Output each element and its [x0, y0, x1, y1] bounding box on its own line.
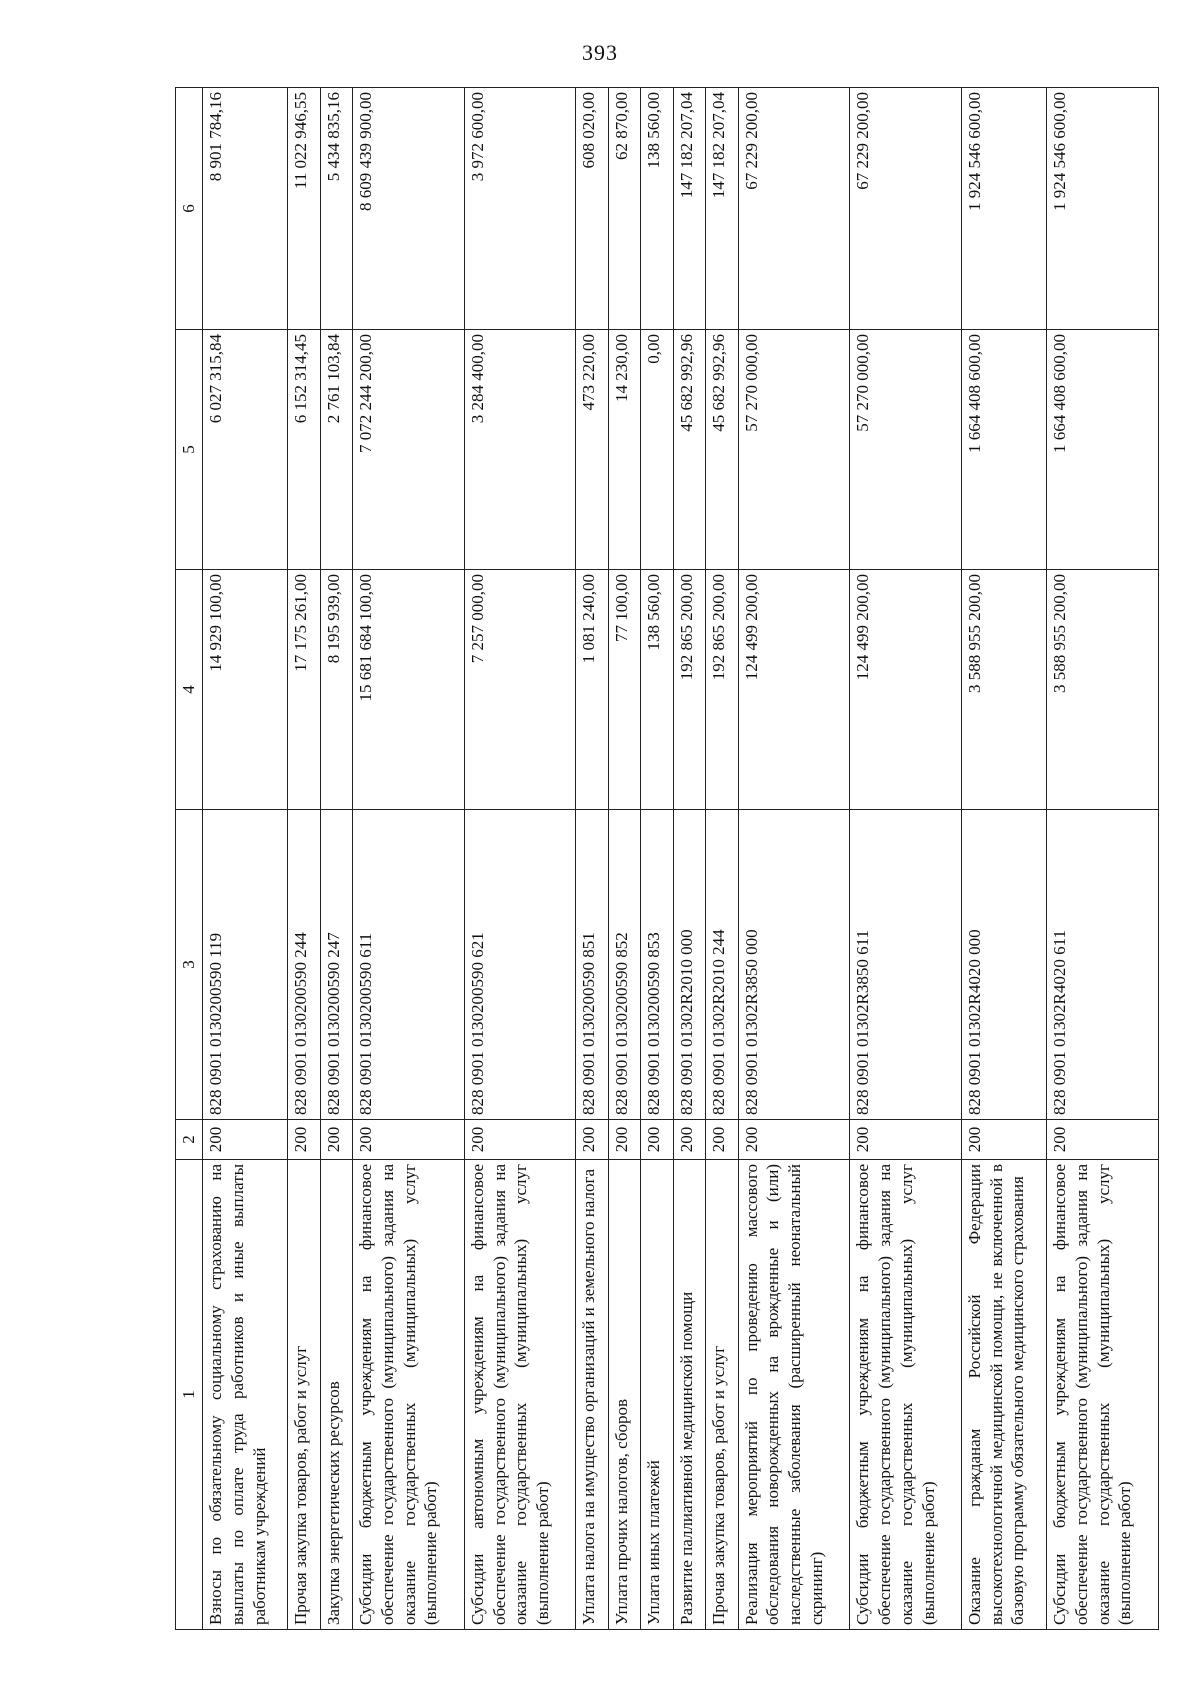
row-classification-cell: 828 0901 01302R4020 000 [961, 810, 1046, 1120]
row-classification-cell: 828 0901 01302R2010 000 [673, 810, 705, 1120]
row-code-cell: 200 [738, 1120, 850, 1160]
row-code-cell: 200 [608, 1120, 640, 1160]
row-classification-cell: 828 0901 01302R3850 000 [738, 810, 850, 1120]
row-code-cell: 200 [850, 1120, 962, 1160]
row-plan-cell: 124 499 200,00 [850, 570, 962, 810]
row-plan-cell: 77 100,00 [608, 570, 640, 810]
table-row [641, 88, 673, 1630]
row-classification-cell: 828 0901 0130200590 611 [353, 810, 465, 1120]
table-row [320, 88, 352, 1630]
table-row [464, 88, 576, 1630]
row-classification-cell: 828 0901 0130200590 621 [464, 810, 576, 1120]
row-executed-cell: 3 284 400,00 [464, 330, 576, 570]
row-name-cell: Оказание гражданам Российской Федерации высокотехнологичной медицинской помощи, не включенной в базовую программу обязательного медицинского страхования [961, 1160, 1046, 1630]
row-executed-cell: 6 152 314,45 [288, 330, 320, 570]
row-name-cell: Уплата прочих налогов, сборов [608, 1160, 640, 1630]
row-executed-cell: 57 270 000,00 [850, 330, 962, 570]
table-row [738, 88, 850, 1630]
table-row [850, 88, 962, 1630]
rotated-table-container [175, 88, 1159, 1630]
row-remaining-cell: 147 182 207,04 [673, 88, 705, 330]
row-name-cell: Субсидии бюджетным учреждениям на финансовое обеспечение государственного (муниципального) задания на оказание государственных (муниципальных) услуг (выполнение работ) [850, 1160, 962, 1630]
row-remaining-cell: 8 901 784,16 [203, 88, 288, 330]
row-remaining-cell: 62 870,00 [608, 88, 640, 330]
table-row [608, 88, 640, 1630]
row-code-cell: 200 [320, 1120, 352, 1160]
row-remaining-cell: 3 972 600,00 [464, 88, 576, 330]
row-plan-cell: 14 929 100,00 [203, 570, 288, 810]
row-plan-cell: 138 560,00 [641, 570, 673, 810]
row-remaining-cell: 11 022 946,55 [288, 88, 320, 330]
row-code-cell: 200 [464, 1120, 576, 1160]
row-remaining-cell: 67 229 200,00 [850, 88, 962, 330]
row-executed-cell: 0,00 [641, 330, 673, 570]
row-name-cell: Прочая закупка товаров, работ и услуг [288, 1160, 320, 1630]
row-classification-cell: 828 0901 01302R2010 244 [706, 810, 738, 1120]
row-plan-cell: 17 175 261,00 [288, 570, 320, 810]
table-row [1047, 88, 1159, 1630]
row-plan-cell: 192 865 200,00 [706, 570, 738, 810]
table-row [353, 88, 465, 1630]
row-code-cell: 200 [288, 1120, 320, 1160]
row-plan-cell: 3 588 955 200,00 [961, 570, 1046, 810]
row-classification-cell: 828 0901 0130200590 851 [576, 810, 608, 1120]
row-remaining-cell: 147 182 207,04 [706, 88, 738, 330]
row-code-cell: 200 [576, 1120, 608, 1160]
row-remaining-cell: 138 560,00 [641, 88, 673, 330]
row-classification-cell: 828 0901 01302R4020 611 [1047, 810, 1159, 1120]
row-name-cell: Взносы по обязательному социальному страхованию на выплаты по оплате труда работников и иные выплаты работникам учреждений [203, 1160, 288, 1630]
row-executed-cell: 45 682 992,96 [706, 330, 738, 570]
row-executed-cell: 14 230,00 [608, 330, 640, 570]
row-plan-cell: 124 499 200,00 [738, 570, 850, 810]
row-code-cell: 200 [1047, 1120, 1159, 1160]
row-executed-cell: 57 270 000,00 [738, 330, 850, 570]
row-classification-cell: 828 0901 0130200590 119 [203, 810, 288, 1120]
row-remaining-cell: 1 924 546 600,00 [1047, 88, 1159, 330]
row-name-cell: Закупка энергетических ресурсов [320, 1160, 352, 1630]
row-plan-cell: 8 195 939,00 [320, 570, 352, 810]
row-name-cell: Уплата иных платежей [641, 1160, 673, 1630]
row-executed-cell: 7 072 244 200,00 [353, 330, 465, 570]
header-cell-5: 5 [176, 330, 203, 570]
row-executed-cell: 2 761 103,84 [320, 330, 352, 570]
budget-table [175, 87, 1159, 1630]
row-remaining-cell: 8 609 439 900,00 [353, 88, 465, 330]
header-cell-1: 1 [176, 1160, 203, 1630]
row-plan-cell: 15 681 684 100,00 [353, 570, 465, 810]
rotated-table-frame [175, 88, 1159, 1630]
table-row [576, 88, 608, 1630]
row-code-cell: 200 [706, 1120, 738, 1160]
row-code-cell: 200 [673, 1120, 705, 1160]
row-name-cell: Уплата налога на имущество организаций и земельного налога [576, 1160, 608, 1630]
row-executed-cell: 1 664 408 600,00 [961, 330, 1046, 570]
row-remaining-cell: 1 924 546 600,00 [961, 88, 1046, 330]
table-row [288, 88, 320, 1630]
header-cell-3: 3 [176, 810, 203, 1120]
table-row [706, 88, 738, 1630]
row-classification-cell: 828 0901 0130200590 247 [320, 810, 352, 1120]
row-name-cell: Субсидии бюджетным учреждениям на финансовое обеспечение государственного (муниципального) задания на оказание государственных (муниципальных) услуг (выполнение работ) [353, 1160, 465, 1630]
row-code-cell: 200 [203, 1120, 288, 1160]
row-plan-cell: 3 588 955 200,00 [1047, 570, 1159, 810]
row-plan-cell: 1 081 240,00 [576, 570, 608, 810]
page-number: 393 [582, 40, 618, 65]
header-cell-6: 6 [176, 88, 203, 330]
row-remaining-cell: 5 434 835,16 [320, 88, 352, 330]
header-cell-4: 4 [176, 570, 203, 810]
table-row [673, 88, 705, 1630]
row-name-cell: Прочая закупка товаров, работ и услуг [706, 1160, 738, 1630]
table-row [203, 88, 288, 1630]
table-header-row [176, 88, 203, 1630]
row-name-cell: Развитие паллиативной медицинской помощи [673, 1160, 705, 1630]
row-classification-cell: 828 0901 0130200590 244 [288, 810, 320, 1120]
row-name-cell: Субсидии бюджетным учреждениям на финансовое обеспечение государственного (муниципального) задания на оказание государственных (муниципальных) услуг (выполнение работ) [1047, 1160, 1159, 1630]
row-classification-cell: 828 0901 0130200590 853 [641, 810, 673, 1120]
header-cell-2: 2 [176, 1120, 203, 1160]
row-classification-cell: 828 0901 01302R3850 611 [850, 810, 962, 1120]
row-executed-cell: 473 220,00 [576, 330, 608, 570]
table-row [961, 88, 1046, 1630]
row-executed-cell: 6 027 315,84 [203, 330, 288, 570]
row-code-cell: 200 [353, 1120, 465, 1160]
row-code-cell: 200 [641, 1120, 673, 1160]
row-executed-cell: 45 682 992,96 [673, 330, 705, 570]
row-plan-cell: 7 257 000,00 [464, 570, 576, 810]
row-name-cell: Реализация мероприятий по проведению массового обследования новорожденных на врожденные и (или) наследственные заболевания (расширенный неонатальный скрининг) [738, 1160, 850, 1630]
row-executed-cell: 1 664 408 600,00 [1047, 330, 1159, 570]
row-plan-cell: 192 865 200,00 [673, 570, 705, 810]
row-remaining-cell: 608 020,00 [576, 88, 608, 330]
row-code-cell: 200 [961, 1120, 1046, 1160]
row-name-cell: Субсидии автономным учреждениям на финансовое обеспечение государственного (муниципального) задания на оказание государственных (муниципальных) услуг (выполнение работ) [464, 1160, 576, 1630]
row-classification-cell: 828 0901 0130200590 852 [608, 810, 640, 1120]
row-remaining-cell: 67 229 200,00 [738, 88, 850, 330]
